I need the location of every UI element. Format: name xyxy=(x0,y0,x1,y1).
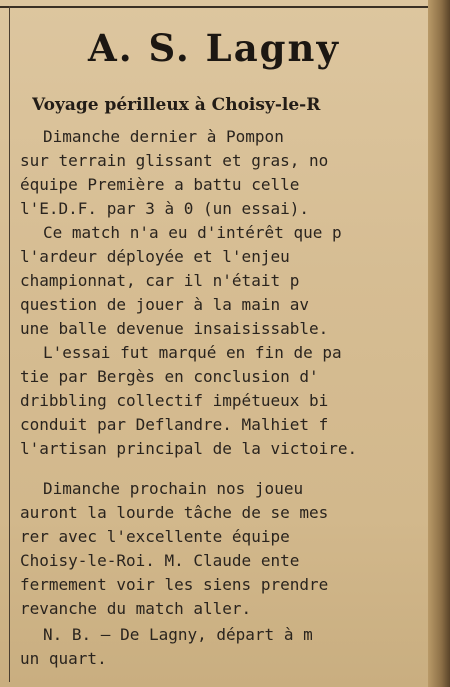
article-headline: Voyage périlleux à Choisy-le-R xyxy=(32,95,321,115)
body-line: N. B. — De Lagny, départ à m xyxy=(43,625,313,644)
body-line: équipe Première a battu celle xyxy=(20,175,300,194)
body-line: l'E.D.F. par 3 à 0 (un essai). xyxy=(20,199,309,218)
body-line: sur terrain glissant et gras, no xyxy=(20,151,329,170)
body-line: un quart. xyxy=(20,649,107,668)
body-line: championnat, car il n'était p xyxy=(20,271,300,290)
body-line: Ce match n'a eu d'intérêt que p xyxy=(43,223,342,242)
body-line: fermement voir les siens prendre xyxy=(20,575,329,594)
body-line: l'artisan principal de la victoire. xyxy=(20,439,358,458)
body-line: conduit par Deflandre. Malhiet f xyxy=(20,415,329,434)
body-line: Dimanche dernier à Pompon xyxy=(43,127,284,146)
body-line: L'essai fut marqué en fin de pa xyxy=(43,343,342,362)
body-line: auront la lourde tâche de se mes xyxy=(20,503,329,522)
body-line: question de jouer à la main av xyxy=(20,295,309,314)
body-line: dribbling collectif impétueux bi xyxy=(20,391,329,410)
body-line: tie par Bergès en conclusion d' xyxy=(20,367,319,386)
body-line: revanche du match aller. xyxy=(20,599,252,618)
body-line: l'ardeur déployée et l'enjeu xyxy=(20,247,290,266)
article-title: A. S. Lagny xyxy=(88,26,340,70)
body-line: une balle devenue insaisissable. xyxy=(20,319,329,338)
page-fold xyxy=(428,0,450,687)
body-line: rer avec l'excellente équipe xyxy=(20,527,290,546)
body-line: Dimanche prochain nos joueu xyxy=(43,479,304,498)
body-line: Choisy-le-Roi. M. Claude ente xyxy=(20,551,300,570)
